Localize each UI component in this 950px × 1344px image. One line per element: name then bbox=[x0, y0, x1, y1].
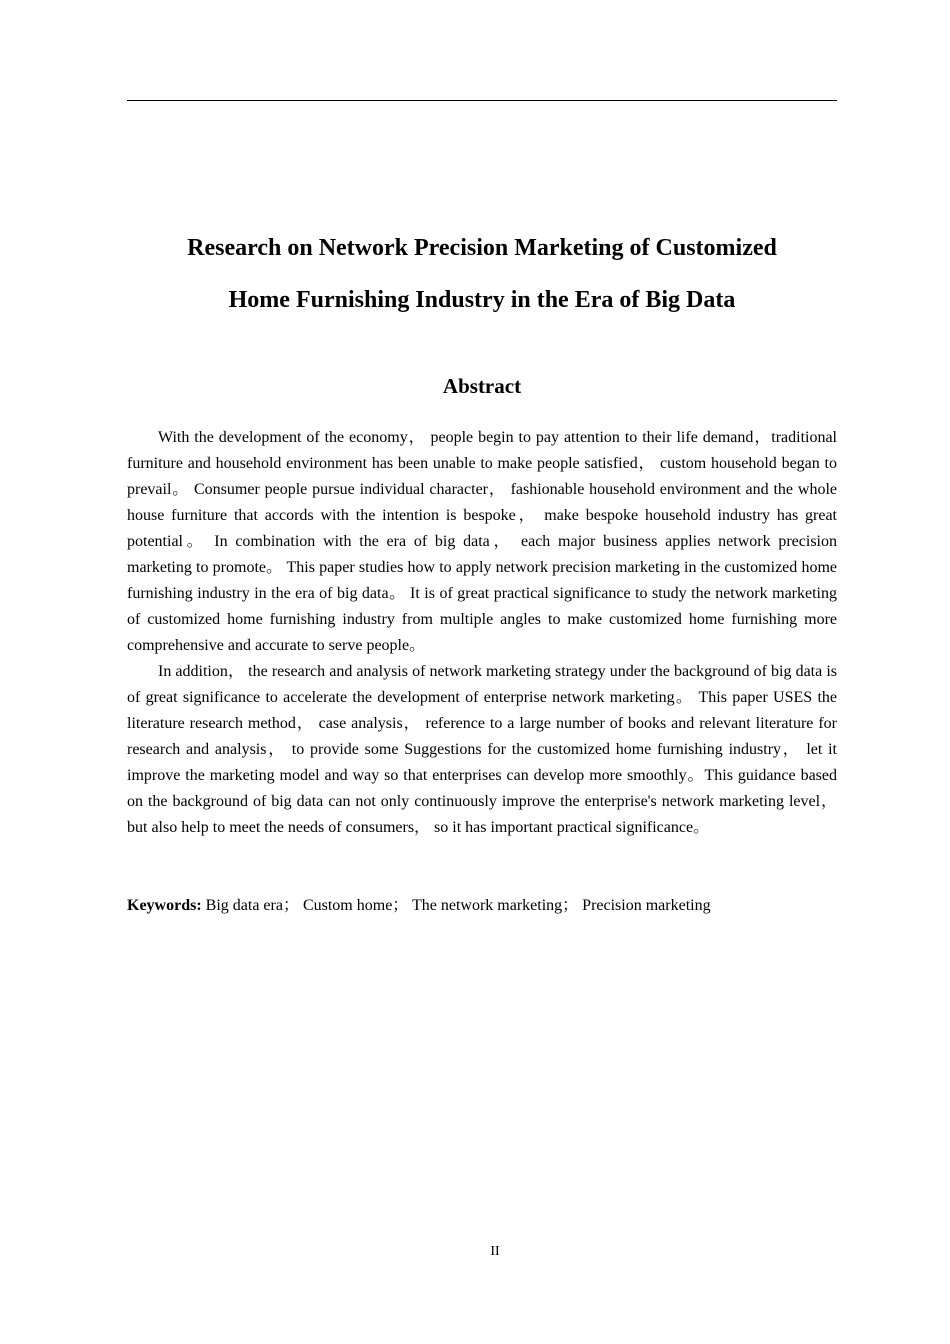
title-line-1: Research on Network Precision Marketing of Customized bbox=[187, 235, 777, 261]
document-title bbox=[127, 222, 837, 326]
header-rule bbox=[127, 100, 837, 101]
keywords-line bbox=[127, 893, 837, 919]
abstract-paragraph-1: With the development of the economy， people begin to pay attention to their life demand，traditional furniture and household environment has been unable to make people satisfied， custom household began to prevail。 Consumer people pursue individual character， fashionable household environment and the whole house furniture that accords with the intention is bespoke， make bespoke household industry has great potential。 In combination with the era of big data， each major business applies network precision marketing to promote。 This paper studies how to apply network precision marketing in the customized home furnishing industry in the era of big data。 It is of great practical significance to study the network marketing of customized home furnishing industry from multiple angles to make customized home furnishing more comprehensive and accurate to serve people。 bbox=[127, 429, 838, 654]
page-number: II bbox=[490, 1244, 500, 1259]
abstract-body bbox=[127, 425, 837, 841]
abstract-paragraph-2: In addition， the research and analysis of network marketing strategy under the background of big data is of great significance to accelerate the development of enterprise network marketing。 This paper USES the literature research method， case analysis， reference to a large number of books and relevant literature for research and analysis， to provide some Suggestions for the customized home furnishing industry， let it improve the marketing model and way so that enterprises can develop more smoothly。This guidance based on the background of big data can not only continuously improve the enterprise's network marketing level， but also help to meet the needs of consumers， so it has important practical significance。 bbox=[127, 663, 838, 836]
abstract-heading: Abstract bbox=[442, 374, 522, 398]
keywords-label: Keywords: bbox=[127, 897, 202, 914]
keywords-text: Big data era； Custom home； The network marketing； Precision marketing bbox=[201, 897, 711, 914]
title-line-2: Home Furnishing Industry in the Era of Big Data bbox=[228, 287, 736, 313]
